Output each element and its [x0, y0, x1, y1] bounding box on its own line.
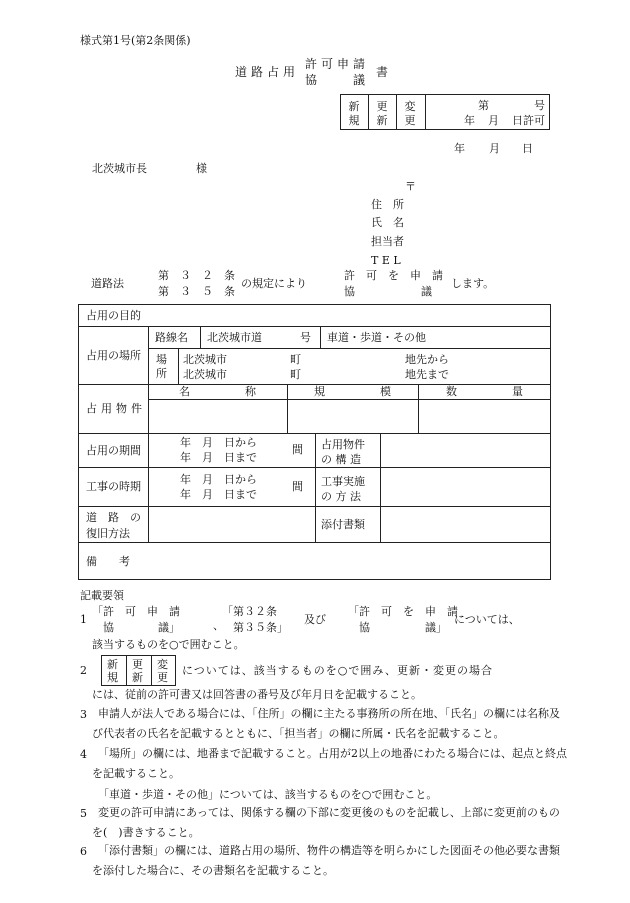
title-kyoka: 許可申請 — [305, 57, 370, 71]
label-attach: 添付書類 — [321, 517, 365, 531]
label-restore: 道 路 の 復旧方法 — [86, 511, 141, 540]
place-to: 地先まで — [405, 368, 449, 381]
statement-art32[interactable]: 第 ３ ２ 条 — [158, 269, 235, 282]
label-method: 工事実施 の 方 法 — [321, 475, 365, 503]
period-ma: 間 — [292, 443, 303, 456]
label-remarks: 備 考 — [86, 554, 130, 568]
route-go: 号 — [300, 330, 311, 344]
period-from: 年 月 日から — [180, 436, 257, 449]
note-1-num: 1 — [80, 613, 87, 626]
note-4: 「場所」の欄には、地番まで記載すること。占用が2以上の地番にわたる場合には、起点と終点を記載すること。 — [92, 747, 567, 780]
statement-shimasu: します。 — [451, 277, 495, 290]
basho-label: 場 所 — [156, 353, 167, 380]
title-kyogi: 協 議 — [305, 73, 370, 87]
note-4-b: 「車道・歩道・その他」については、該当するものを○で囲むこと。 — [98, 788, 438, 801]
statement-law: 道路法 — [91, 277, 124, 290]
label-purpose: 占用の目的 — [86, 308, 141, 322]
place-from: 地先から — [405, 353, 449, 366]
label-objects: 占用物件 — [86, 402, 146, 415]
note-1-e: 及び — [304, 613, 326, 626]
applicant-address: 住 所 — [371, 198, 404, 211]
permit-go: 号 — [534, 99, 545, 112]
city-from: 北茨城市 — [183, 353, 227, 366]
note-2-koshin: 更 新 — [132, 658, 143, 684]
note-2-num: 2 — [80, 664, 87, 677]
city-to: 北茨城市 — [183, 368, 227, 381]
note-1-comma: 、 — [213, 619, 224, 632]
label-period: 占用の期間 — [86, 443, 141, 457]
road-type[interactable]: 車道・歩道・その他 — [327, 330, 426, 344]
permit-nen: 年 — [464, 114, 475, 127]
applicant-name: 氏 名 — [371, 216, 404, 229]
work-ma: 間 — [292, 480, 303, 493]
note-1-g: 協 議」 — [348, 621, 447, 634]
machi-to: 町 — [290, 368, 301, 381]
note-2-shinki: 新 規 — [107, 658, 118, 684]
permit-dai: 第 — [478, 99, 489, 112]
note-1-i: 該当するものを○で囲むこと。 — [92, 638, 245, 651]
machi-from: 町 — [290, 353, 301, 366]
statement-art35[interactable]: 第 ３ ５ 条 — [158, 285, 235, 298]
col-name: 名 称 — [179, 385, 256, 398]
applicant-tel: T E L — [371, 254, 401, 267]
applicant-postal: 〒 — [405, 180, 416, 193]
statement-provision: の規定により — [241, 277, 307, 290]
note-3: 申請人が法人である場合には、「住所」の欄に主たる事務所の所在地、「氏名」の欄には名称及び代表者の氏名を記載するとともに、「担当者」の欄に所属・氏名を記載すること。 — [92, 707, 560, 740]
note-1-a: 「許 可 申 請 — [92, 605, 180, 618]
period-to: 年 月 日まで — [180, 451, 257, 464]
note-1-c: 「第３２条 — [222, 605, 277, 618]
label-place: 占用の場所 — [86, 348, 141, 362]
title-sho: 書 — [376, 65, 389, 79]
note-4-num: 4 — [80, 748, 87, 761]
status-shinki[interactable]: 新 規 — [348, 100, 360, 127]
note-2-a: については、該当するものを○で囲み、更新・変更の場合 — [182, 664, 494, 677]
label-work-period: 工事の時期 — [86, 480, 141, 493]
note-1-h: については、 — [454, 613, 520, 626]
status-henko[interactable]: 変 更 — [404, 100, 416, 127]
applicant-person: 担当者 — [371, 235, 404, 248]
permit-tsuki: 月 — [488, 114, 499, 127]
label-structure: 占用物件 の 構 造 — [321, 438, 365, 466]
addressee-sama: 様 — [196, 162, 207, 175]
notes-heading: 記載要領 — [80, 589, 124, 602]
note-1-b: 協 議」 — [92, 621, 180, 634]
note-2-b: には、従前の許可書又は回答書の番号及び年月日を記載すること。 — [92, 688, 422, 701]
note-6-num: 6 — [80, 845, 87, 858]
date-nen: 年 — [454, 142, 465, 155]
note-6: 「添付書類」の欄には、道路占用の場所、物件の構造等を明らかにした図面その他必要な書類を添付した場合に、その書類名を記載すること。 — [92, 844, 560, 877]
date-hi: 日 — [522, 142, 533, 155]
form-number: 様式第1号(第2条関係) — [80, 34, 191, 47]
note-5: 変更の許可申請にあっては、関係する欄の下部に変更後のものを記載し、上部に変更前のものを( )書きすること。 — [92, 806, 560, 839]
status-koshin[interactable]: 更 新 — [376, 100, 388, 127]
work-to: 年 月 日まで — [180, 488, 257, 501]
route-name-value: 北茨城市道 — [207, 330, 262, 344]
title-main: 道路占用 — [235, 65, 300, 79]
note-1-f: 「許 可 を 申 請 — [348, 605, 458, 618]
note-5-num: 5 — [80, 807, 87, 820]
route-name-label: 路線名 — [155, 330, 188, 344]
note-2-henko: 変 更 — [157, 658, 168, 684]
work-from: 年 月 日から — [180, 473, 257, 486]
permit-hi: 日許可 — [512, 114, 545, 127]
statement-kyogi[interactable]: 協 議 — [344, 285, 432, 298]
col-qty: 数 量 — [446, 385, 523, 398]
date-tsuki: 月 — [489, 142, 500, 155]
note-1-d: 第３５条」 — [222, 621, 288, 634]
note-3-num: 3 — [80, 708, 87, 721]
statement-kyoka[interactable]: 許 可 を 申 請 — [344, 269, 443, 282]
col-spec: 規 模 — [314, 385, 391, 398]
addressee-mayor: 北茨城市長 — [92, 162, 147, 175]
